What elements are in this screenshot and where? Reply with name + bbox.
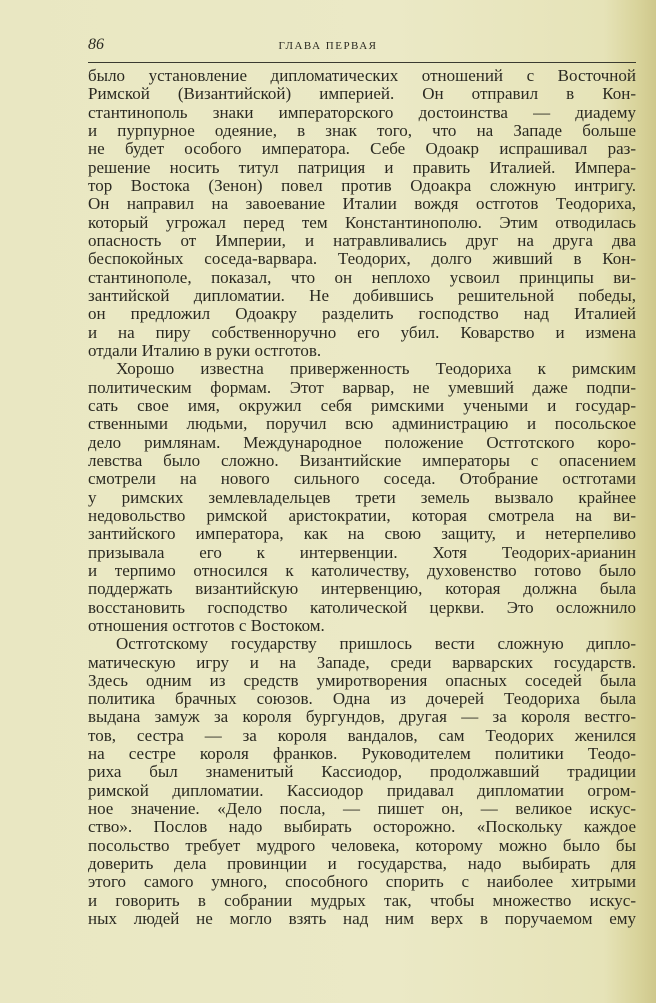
text-line: ное значение. «Дело посла, — пишет он, — великое искус- bbox=[88, 799, 636, 819]
text-line: политика брачных союзов. Одна из дочерей Теодориха была bbox=[88, 689, 636, 709]
text-line: беспокойных соседа-варвара. Теодорих, долго живший в Кон- bbox=[88, 249, 636, 269]
text-line: сать свое имя, окружил себя римскими учеными и государ- bbox=[88, 395, 636, 415]
text-line: призывала его к интервенции. Хотя Теодорих-арианин bbox=[88, 542, 636, 562]
text-line: и на пиру собственноручно его убил. Коварство и измена bbox=[88, 322, 636, 342]
text-line: зантийского императора, как на свою защиту, и нетерпеливо bbox=[88, 524, 636, 544]
header-rule bbox=[88, 62, 636, 63]
body-text bbox=[88, 67, 636, 928]
text-line: восстановить господство католической церкви. Это осложнило bbox=[88, 597, 636, 617]
text-line: зантийской дипломатии. Не добившись решительной победы, bbox=[88, 285, 636, 305]
text-line: римской дипломатии. Кассиодор придавал дипломатии огром- bbox=[88, 780, 636, 800]
text-line: тов, сестра — за короля вандалов, сам Теодорих женился bbox=[88, 725, 636, 745]
text-line: выдана замуж за короля бургундов, другая — за короля вестго- bbox=[88, 707, 636, 727]
text-line: и терпимо относился к католичеству, духовенство готово было bbox=[88, 560, 636, 580]
text-line: посольство требует мудрого человека, которому можно было бы bbox=[88, 835, 636, 855]
text-line: не будет особого императора. Себе Одоакр испрашивал раз- bbox=[88, 139, 636, 159]
text-line: Римской (Византийской) империей. Он отправил в Кон- bbox=[88, 84, 636, 104]
text-line: отношения остготов с Востоком. bbox=[88, 615, 325, 635]
text-line: ство». Послов надо выбирать осторожно. «Поскольку каждое bbox=[88, 817, 636, 837]
text-line: Здесь одним из средств умиротворения опасных соседей была bbox=[88, 670, 636, 690]
text-line: левства было сложно. Византийские императоры с опасением bbox=[88, 450, 636, 470]
paragraph bbox=[88, 67, 636, 360]
text-line: доверить дела провинции и государства, надо выбирать для bbox=[88, 854, 636, 874]
text-line: Хорошо известна приверженность Теодориха к римским bbox=[116, 359, 636, 379]
text-line: стантинополе, показал, что он неплохо усвоил принципы ви- bbox=[88, 267, 636, 287]
text-line: дело римлянам. Международное положение Остготского коро- bbox=[88, 432, 636, 452]
text-line: и говорить в собрании мудрых так, чтобы множество искус- bbox=[88, 890, 636, 910]
text-line: матическую игру и на Западе, среди варварских государств. bbox=[88, 652, 636, 672]
text-line: было установление дипломатических отношений с Восточной bbox=[88, 66, 636, 85]
text-line: недовольство римской аристократии, которая смотрела на ви- bbox=[88, 505, 636, 525]
text-line: смотрели на нового сильного соседа. Отобрание остготами bbox=[88, 469, 636, 489]
text-line: на сестре короля франков. Руководителем политики Теодо- bbox=[88, 744, 636, 764]
text-line: стантинополь знаки императорского достоинства — диадему bbox=[88, 102, 636, 122]
text-line: он предложил Одоакру разделить господство над Италией bbox=[88, 304, 636, 324]
paragraph bbox=[88, 360, 636, 635]
text-line: опасность от Империи, и натравливались друг на друга два bbox=[88, 230, 636, 250]
text-line: который угрожал перед тем Константинополю. Этим отводилась bbox=[88, 212, 636, 232]
text-line: Остготскому государству пришлось вести сложную дипло- bbox=[116, 634, 636, 654]
text-line: решение носить титул патриция и править Италией. Импера- bbox=[88, 157, 636, 177]
page-number: 86 bbox=[88, 36, 104, 53]
text-line: Он направил на завоевание Италии вождя остготов Теодориха, bbox=[88, 194, 636, 214]
text-line: этого самого умного, способного спорить с наиболее хитрыми bbox=[88, 872, 636, 892]
text-line: ных людей не могло взять над ним верх в поручаемом ему bbox=[88, 909, 636, 929]
text-line: поддержать византийскую интервенцию, которая должна была bbox=[88, 579, 636, 599]
running-head: ГЛАВА ПЕРВАЯ bbox=[278, 40, 378, 52]
text-line: у римских землевладельцев трети земель вызвало крайнее bbox=[88, 487, 636, 507]
text-line: тор Востока (Зенон) повел против Одоакра сложную интригу. bbox=[88, 175, 636, 195]
text-line: отдали Италию в руки остготов. bbox=[88, 340, 322, 360]
text-line: и пурпурное одеяние, в знак того, что на Западе больше bbox=[88, 120, 636, 140]
text-line: ственными людьми, поручил всю администрацию и посольское bbox=[88, 414, 636, 434]
text-line: риха был знаменитый Кассиодор, продолжавший традиции bbox=[88, 762, 636, 782]
text-line: политическим формам. Этот варвар, не умевший даже подпи- bbox=[88, 377, 636, 397]
paragraph bbox=[88, 635, 636, 928]
